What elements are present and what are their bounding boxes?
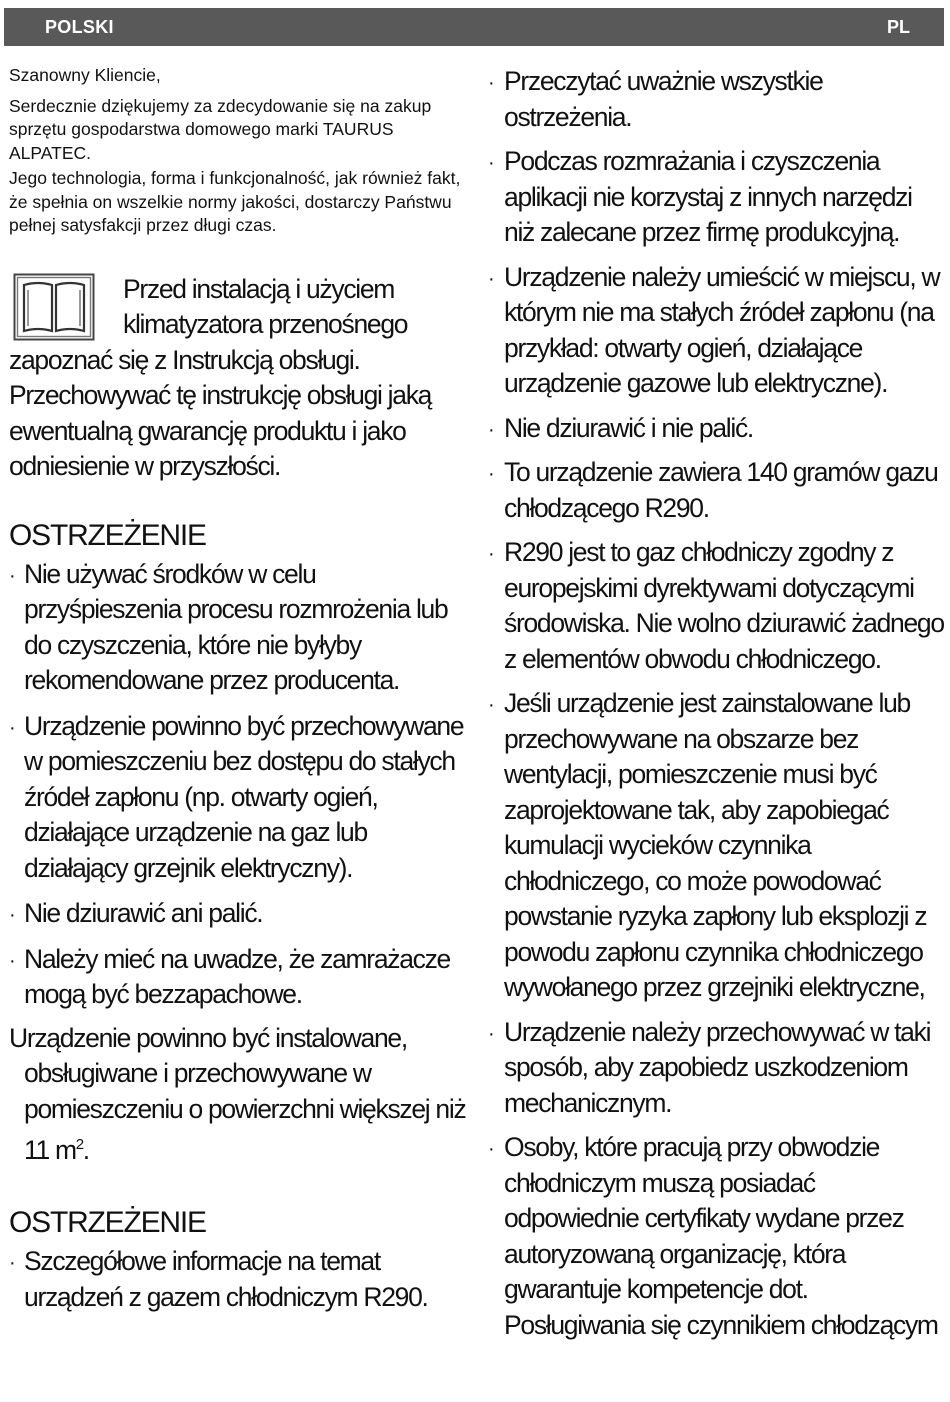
right-column	[488, 64, 946, 1352]
manual-notice-line2: klimatyzatora przenośnego	[123, 309, 408, 339]
list-item: · To urządzenie zawiera 140 gramów gazu chłodzącego R290.	[488, 457, 938, 523]
intro-section	[9, 64, 469, 238]
warning-heading: OSTRZEŻENIE	[9, 518, 206, 552]
greeting-text: Szanowny Kliencie,	[9, 65, 161, 85]
warning-list-2	[9, 1244, 469, 1315]
warning-list	[9, 557, 469, 1013]
list-item: · Szczegółowe informacje na temat urządzeń z gazem chłodniczym R290.	[9, 1246, 428, 1312]
manual-notice	[9, 272, 469, 485]
list-item: · Przeczytać uważnie wszystkie ostrzeżenia.	[488, 66, 823, 132]
language-label: POLSKI	[45, 17, 114, 37]
installation-note-text: obsługiwane i przechowywane w pomieszczeniu o powierzchni większej niż 11 m	[24, 1058, 466, 1165]
list-item: · Nie używać środków w celu przyśpieszenia procesu rozmrożenia lub do czyszczenia, które nie byłyby rekomendowane przez producenta.	[9, 558, 448, 695]
language-code: PL	[886, 17, 910, 37]
installation-note: Urządzenie powinno być instalowane, obsługiwane i przechowywane w pomieszczeniu o powierzchni większej niż 11 $m^2$.	[9, 1021, 469, 1169]
list-item: · Należy mieć na uwadze, że zamrażacze mogą być bezzapachowe.	[9, 943, 450, 1009]
warning-heading-2: OSTRZEŻENIE	[9, 1206, 206, 1240]
list-item: · Urządzenie należy przechowywać w taki sposób, aby zapobiedz uszkodzeniom mechanicznym.	[488, 1016, 931, 1118]
list-item: · Podczas rozmrażania i czyszczenia aplikacji nie korzystaj z innych narzędzi niż zalecane przez firmę produkcyjną.	[488, 146, 912, 247]
safety-list	[488, 64, 946, 1343]
list-item: · Osoby, które pracują przy obwodzie chłodniczym muszą posiadać odpowiednie certyfikaty wydane przez autoryzowaną organizację, która gwarantuje kompetencje dot. Posługiwania się czynnikiem chłodzącym	[488, 1132, 938, 1340]
superscript-2: 2	[75, 1136, 83, 1153]
manual-notice-line1: Przed instalacją i użyciem	[123, 273, 395, 304]
list-item: · Urządzenie powinno być przechowywane w pomieszczeniu bez dostępu do stałych źródeł zapłonu (np. otwarty ogień, działające urządzenie na gaz lub działający grzejnik elektryczny).	[9, 710, 464, 883]
list-item: · Nie dziurawić i nie palić.	[488, 412, 753, 443]
list-item: · Urządzenie należy umieścić w miejscu, w którym nie ma stałych źródeł zapłonu (na przykład: otwarty ogień, działające urządzenie gazowe lub elektryczne).	[488, 261, 940, 398]
thanks-text: Serdecznie dziękujemy za zdecydowanie się na zakup sprzętu gospodarstwa domowego marki TAURUS ALPATEC.	[9, 95, 432, 163]
list-item: · R290 jest to gaz chłodniczy zgodny z europejskimi dyrektywami dotyczącymi środowiska. Nie wolno dziurawić żadnego z elementów obwodu chłodniczego.	[488, 537, 944, 674]
list-item: · Nie dziurawić ani palić.	[9, 898, 263, 928]
list-item: · Jeśli urządzenie jest zainstalowane lub przechowywane na obszarze bez wentylacji, pomieszczenie musi być zaprojektowane tak, aby zapobiegać kumulacji wycieków czynnika chłodniczego, co może powodować powstanie ryzyka zapłony lub eksplozji z powodu zapłonu czynnika chłodniczego wywołanego przez grzejniki elektryczne,	[488, 688, 927, 1002]
installation-note-first-line: Urządzenie powinno być instalowane,	[9, 1022, 407, 1053]
open-book-icon	[13, 273, 95, 341]
left-column	[9, 64, 469, 1325]
language-header-bar	[4, 8, 944, 46]
manual-notice-text: zapoznać się z Instrukcją obsługi. Przechowywać tę instrukcję obsługi jaką ewentualną gwarancję produktu i jako odniesienie w przyszłości.	[9, 344, 432, 481]
technology-text: Jego technologia, forma i funkcjonalność, jak również fakt, że spełnia on wszelkie normy jakości, dostarczy Państwu pełnej satysfakcji przez długi czas.	[9, 168, 461, 235]
